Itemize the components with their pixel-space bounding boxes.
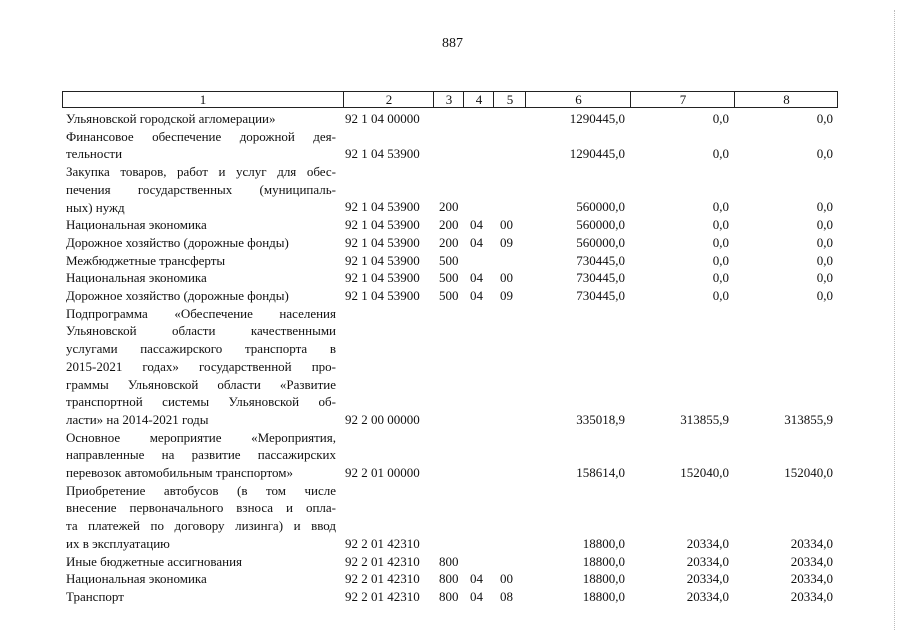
row-col8: 313855,9 — [784, 411, 833, 427]
row-col6: 1290445,0 — [569, 111, 625, 126]
row-description — [66, 287, 336, 305]
row-col4: 04 — [470, 217, 483, 233]
description-line: Ульяновской области качественными — [66, 323, 336, 339]
row-code: 92 2 01 42310 — [345, 535, 420, 551]
row-col7: 0,0 — [712, 234, 729, 250]
row-col7: 0,0 — [712, 288, 729, 303]
row-col7: 20334,0 — [686, 571, 729, 587]
row-col6: 18800,0 — [582, 571, 625, 587]
row-col8: 20334,0 — [790, 535, 833, 551]
column-header-2: 2 — [343, 92, 434, 107]
row-col8: 0,0 — [816, 199, 833, 215]
row-col6: 18800,0 — [582, 553, 625, 569]
table-row — [0, 570, 905, 588]
row-code: 92 1 04 53900 — [345, 288, 420, 303]
row-col6: 560000,0 — [576, 217, 625, 233]
row-col6: 560000,0 — [576, 234, 625, 250]
row-code: 92 2 01 42310 — [345, 553, 420, 569]
row-description — [66, 553, 336, 571]
row-description — [66, 110, 336, 128]
row-description — [66, 216, 336, 234]
table-row — [0, 128, 905, 163]
description-line: та платежей по договору лизинга) и ввод — [66, 518, 336, 534]
description-line: услугами пассажирского транспорта в — [66, 341, 336, 357]
table-row — [0, 429, 905, 482]
column-header-1: 1 — [199, 92, 207, 107]
description-line: ных) нужд — [66, 199, 125, 215]
row-col8: 0,0 — [816, 288, 833, 303]
description-line: перевозок автомобильным транспортом» — [66, 465, 294, 480]
row-col3: 200 — [439, 199, 459, 215]
page-number: 887 — [442, 36, 463, 51]
table-row — [0, 287, 905, 305]
row-col5: 00 — [500, 571, 513, 587]
row-col7: 20334,0 — [686, 588, 729, 604]
table-row — [0, 269, 905, 287]
description-line: транспортной системы Ульяновской об- — [66, 394, 336, 410]
row-col6: 1290445,0 — [569, 146, 625, 162]
table-row — [0, 553, 905, 571]
row-col8: 0,0 — [816, 234, 833, 250]
row-code: 92 1 04 53900 — [345, 270, 420, 286]
column-header-3: 3 — [433, 92, 464, 107]
row-col3: 500 — [439, 252, 459, 268]
row-code: 92 2 01 42310 — [345, 588, 420, 604]
row-col7: 152040,0 — [680, 464, 729, 480]
row-col5: 00 — [500, 270, 513, 286]
row-col7: 0,0 — [712, 146, 729, 162]
description-line: Национальная экономика — [66, 571, 207, 587]
row-col7: 0,0 — [712, 270, 729, 286]
row-description — [66, 252, 336, 270]
row-col8: 0,0 — [816, 146, 833, 162]
row-description — [66, 429, 336, 482]
row-col3: 500 — [439, 270, 459, 286]
row-col4: 04 — [470, 234, 483, 250]
row-description — [66, 234, 336, 252]
description-line: Межбюджетные трансферты — [66, 252, 226, 268]
description-line: Национальная экономика — [66, 270, 207, 286]
column-header-5: 5 — [493, 92, 526, 107]
row-col6: 18800,0 — [582, 535, 625, 551]
row-col8: 0,0 — [816, 270, 833, 286]
column-header-6: 6 — [525, 92, 631, 107]
row-col8: 0,0 — [816, 217, 833, 233]
row-col4: 04 — [470, 288, 483, 303]
row-col5: 00 — [500, 217, 513, 233]
column-header-4: 4 — [463, 92, 494, 107]
row-description — [66, 305, 336, 429]
row-col8: 152040,0 — [784, 464, 833, 480]
row-code: 92 2 01 00000 — [345, 464, 420, 480]
description-line: 2015-2021 годах» государственной про- — [66, 358, 336, 374]
table-row — [0, 216, 905, 234]
row-col5: 08 — [500, 588, 513, 604]
row-description — [66, 588, 336, 606]
row-col6: 560000,0 — [576, 199, 625, 215]
table-row — [0, 588, 905, 606]
row-col6: 730445,0 — [576, 270, 625, 286]
row-col3: 200 — [439, 234, 459, 250]
row-code: 92 1 04 53900 — [345, 217, 420, 233]
row-description — [66, 482, 336, 553]
description-line: их в эксплуатацию — [66, 535, 170, 551]
scan-edge — [888, 10, 895, 630]
row-code: 92 2 00 00000 — [345, 411, 420, 427]
table-row — [0, 110, 905, 128]
row-col3: 500 — [439, 288, 459, 303]
description-line: тельности — [66, 146, 123, 162]
description-line: Финансовое обеспечение дорожной дея- — [66, 128, 336, 144]
table-row — [0, 482, 905, 553]
description-line: Закупка товаров, работ и услуг для обес- — [66, 164, 336, 180]
row-col4: 04 — [470, 571, 483, 587]
row-col7: 313855,9 — [680, 411, 729, 427]
row-col5: 09 — [500, 288, 513, 303]
row-col7: 0,0 — [712, 217, 729, 233]
description-line: Иные бюджетные ассигнования — [66, 553, 243, 569]
description-line: граммы Ульяновской области «Развитие — [66, 376, 336, 392]
row-description — [66, 269, 336, 287]
description-line: направленные на развитие пассажирских — [66, 447, 336, 463]
row-description — [66, 163, 336, 216]
row-col8: 20334,0 — [790, 571, 833, 587]
description-line: Основное мероприятие «Мероприятия, — [66, 429, 336, 445]
row-code: 92 1 04 53900 — [345, 146, 420, 162]
row-col8: 20334,0 — [790, 553, 833, 569]
row-code: 92 1 04 00000 — [345, 111, 420, 126]
column-header-7: 7 — [630, 92, 735, 107]
row-col4: 04 — [470, 270, 483, 286]
table-row — [0, 252, 905, 270]
table-row — [0, 234, 905, 252]
row-col7: 20334,0 — [686, 553, 729, 569]
table-row — [0, 305, 905, 429]
row-col6: 158614,0 — [576, 464, 625, 480]
row-col7: 20334,0 — [686, 535, 729, 551]
row-col8: 0,0 — [816, 111, 833, 126]
description-line: ласти» на 2014-2021 годы — [66, 411, 209, 427]
row-code: 92 1 04 53900 — [345, 234, 420, 250]
description-line: Подпрограмма «Обеспечение населения — [66, 305, 336, 321]
row-col3: 800 — [439, 571, 459, 587]
row-col6: 730445,0 — [576, 288, 625, 303]
row-col8: 0,0 — [816, 252, 833, 268]
row-description — [66, 570, 336, 588]
description-line: Приобретение автобусов (в том числе — [66, 482, 336, 498]
description-line: Транспорт — [66, 588, 124, 604]
description-line: Дорожное хозяйство (дорожные фонды) — [66, 288, 289, 303]
description-line: Национальная экономика — [66, 217, 207, 233]
description-line: внесение первоначального взноса и опла- — [66, 500, 336, 516]
table-header — [62, 91, 838, 108]
row-description — [66, 128, 336, 163]
description-line: Ульяновской городской агломерации» — [66, 111, 276, 126]
row-code: 92 1 04 53900 — [345, 252, 420, 268]
row-col7: 0,0 — [712, 111, 729, 126]
row-col6: 730445,0 — [576, 252, 625, 268]
column-header-8: 8 — [734, 92, 838, 107]
row-code: 92 1 04 53900 — [345, 199, 420, 215]
row-col7: 0,0 — [712, 199, 729, 215]
row-col3: 800 — [439, 588, 459, 604]
row-code: 92 2 01 42310 — [345, 571, 420, 587]
description-line: Дорожное хозяйство (дорожные фонды) — [66, 234, 289, 250]
row-col5: 09 — [500, 234, 513, 250]
row-col6: 18800,0 — [582, 588, 625, 604]
description-line: печения государственных (муниципаль- — [66, 181, 336, 197]
row-col8: 20334,0 — [790, 588, 833, 604]
table-row — [0, 163, 905, 216]
row-col6: 335018,9 — [576, 411, 625, 427]
row-col3: 800 — [439, 553, 459, 569]
row-col4: 04 — [470, 588, 483, 604]
row-col3: 200 — [439, 217, 459, 233]
row-col7: 0,0 — [712, 252, 729, 268]
